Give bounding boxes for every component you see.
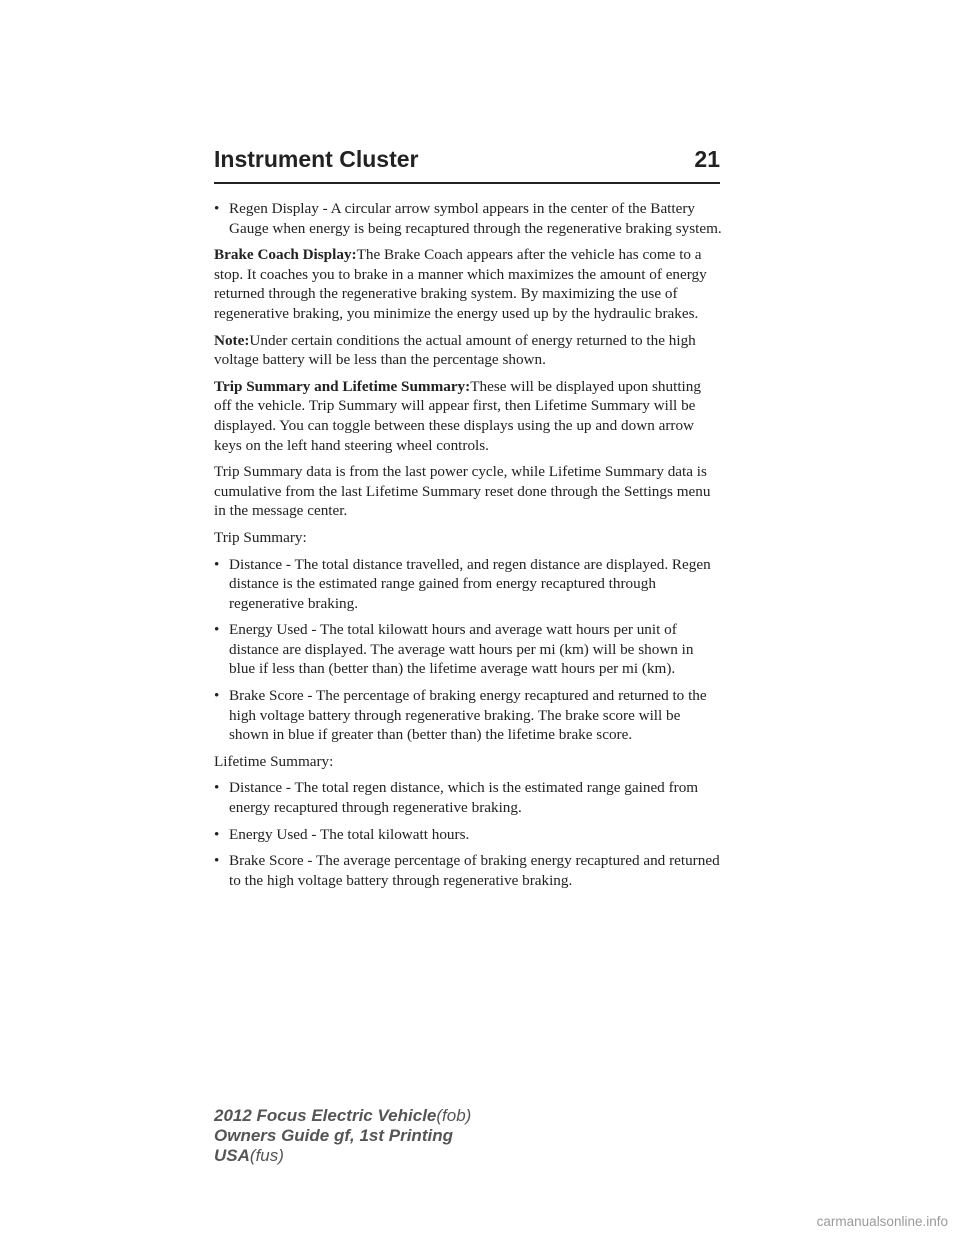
bullet-glyph: • <box>214 621 220 639</box>
bullet-glyph: • <box>214 200 220 217</box>
trip-data-paragraph: Trip Summary data is from the last power cycle, while Lifetime Summary data is cumulative from the last Lifetime Summary reset done through the Settings menu in the message center. <box>214 463 711 520</box>
trip-lifetime-paragraph <box>214 377 722 455</box>
section-title: Instrument Cluster <box>214 146 419 172</box>
footer-line-2: Owners Guide gf, 1st Printing <box>214 1126 453 1145</box>
list-item <box>214 686 722 745</box>
footer-vehicle: 2012 Focus Electric Vehicle <box>214 1106 437 1125</box>
lifetime-summary-heading: Lifetime Summary: <box>214 752 334 770</box>
note-label: Note: <box>214 331 250 349</box>
bullet-glyph: • <box>214 555 220 573</box>
lifetime-brake-score-bullet: Brake Score - The average percentage of braking energy recaptured and returned to the high voltage battery through regenerative braking. <box>229 852 720 889</box>
page-footer <box>214 1106 471 1166</box>
bullet-glyph: • <box>214 852 220 870</box>
trip-lifetime-label: Trip Summary and Lifetime Summary: <box>214 377 471 395</box>
trip-distance-bullet: Distance - The total distance travelled, and regen distance are displayed. Regen distance is the estimated range gained from energy recaptured through regenerative braking. <box>229 555 711 612</box>
header-rule <box>214 182 720 184</box>
list-item <box>214 825 722 845</box>
bullet-glyph: • <box>214 687 220 705</box>
footer-line-1 <box>214 1106 471 1126</box>
watermark: carmanualsonline.info <box>816 1214 948 1229</box>
trip-summary-heading: Trip Summary: <box>214 528 307 546</box>
note-paragraph <box>214 331 722 370</box>
brake-coach-label: Brake Coach Display: <box>214 246 357 264</box>
page-number: 21 <box>694 146 720 172</box>
list-item <box>214 199 722 238</box>
trip-lifetime-text: These will be displayed upon shutting off the vehicle. Trip Summary will appear first, then Lifetime Summary will be displayed. You can toggle between these displays using the up and down arrow keys on the left hand steering wheel controls. <box>214 377 701 454</box>
brake-coach-text: The Brake Coach appears after the vehicle has come to a stop. It coaches you to brake in a manner which maximizes the amount of energy returned through the regenerative braking system. By maximizing the use of regenerative braking, you minimize the energy used up by the hydraulic brakes. <box>214 246 707 322</box>
brake-coach-paragraph <box>214 245 722 323</box>
list-item <box>214 851 722 890</box>
note-text: Under certain conditions the actual amount of energy returned to the high voltage battery will be less than the percentage shown. <box>214 331 696 369</box>
list-item <box>214 778 722 817</box>
page-content <box>214 199 722 897</box>
list-item <box>214 620 722 679</box>
lifetime-energy-used-bullet: Energy Used - The total kilowatt hours. <box>229 825 470 843</box>
footer-market: USA <box>214 1146 250 1165</box>
trip-brake-score-bullet: Brake Score - The percentage of braking energy recaptured and returned to the high voltage battery through regenerative braking. The brake score will be shown in blue if greater than (better than) the lifetime brake score. <box>229 687 707 744</box>
lifetime-distance-bullet: Distance - The total regen distance, which is the estimated range gained from energy recaptured through regenerative braking. <box>229 779 699 817</box>
footer-vehicle-code: (fob) <box>436 1106 472 1125</box>
footer-line-3 <box>214 1146 471 1166</box>
trip-energy-used-bullet: Energy Used - The total kilowatt hours and average watt hours per unit of distance are displayed. The average watt hours per mi (km) will be shown in blue if less than (better than) the lifetime average watt hours per mi (km). <box>229 621 694 678</box>
regen-display-bullet: Regen Display - A circular arrow symbol appears in the center of the Battery Gauge when energy is being recaptured through the regenerative braking system. <box>229 200 722 237</box>
page-header <box>214 146 720 173</box>
bullet-glyph: • <box>214 825 220 843</box>
bullet-glyph: • <box>214 779 220 797</box>
list-item <box>214 555 722 614</box>
footer-market-code: (fus) <box>249 1146 284 1165</box>
